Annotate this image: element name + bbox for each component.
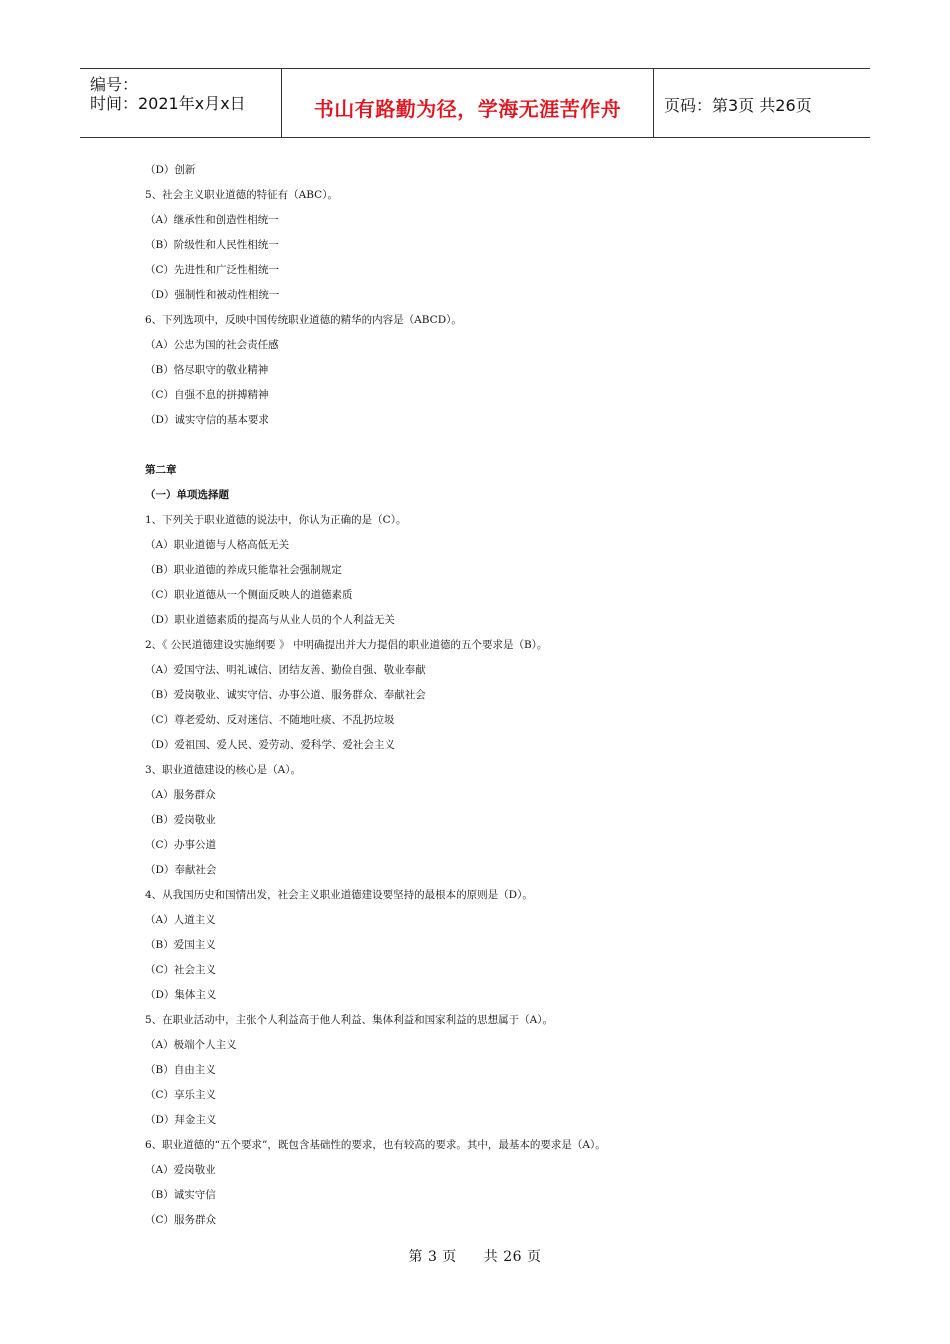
- text-line: （A）公忠为国的社会责任感: [145, 339, 279, 351]
- text-line: 2、《 公民道德建设实施纲要 》 中明确提出并大力提倡的职业道德的五个要求是（B）。: [145, 639, 548, 651]
- document-number-label: 编号：: [90, 75, 139, 94]
- document-time-label: 时间：2021年x月x日: [90, 94, 246, 113]
- text-line: 5、在职业活动中，主张个人利益高于他人利益、集体利益和国家利益的思想属于（A）。: [145, 1014, 554, 1026]
- text-line: （B）爱国主义: [145, 939, 216, 951]
- text-line: （B）诚实守信: [145, 1189, 216, 1201]
- text-line: （A）爱岗敬业: [145, 1164, 216, 1176]
- text-line: （D）集体主义: [145, 989, 217, 1001]
- text-line: （A）极端个人主义: [145, 1039, 237, 1051]
- text-line: （A）人道主义: [145, 914, 216, 926]
- header-info-cell: [80, 69, 282, 137]
- text-line: （C）享乐主义: [145, 1089, 217, 1101]
- text-line: （D）强制性和被动性相统一: [145, 289, 280, 301]
- text-line: （A）爱国守法、明礼诚信、团结友善、勤俭自强、敬业奉献: [145, 664, 426, 676]
- text-line: （A）职业道德与人格高低无关: [145, 539, 290, 551]
- header-page-cell: [654, 69, 870, 137]
- footer-page-number: 第 3 页: [408, 1249, 457, 1265]
- text-line: （A）继承性和创造性相统一: [145, 214, 279, 226]
- text-line: 6、下列选项中，反映中国传统职业道德的精华的内容是（ABCD）。: [145, 314, 462, 326]
- page-footer: [0, 1246, 950, 1266]
- text-line: （D）奉献社会: [145, 864, 217, 876]
- text-line: （A）服务群众: [145, 789, 216, 801]
- text-line: （B）恪尽职守的敬业精神: [145, 364, 269, 376]
- text-line: （B）爱岗敬业、诚实守信、办事公道、服务群众、奉献社会: [145, 689, 426, 701]
- header-page-label: 页码：第3页 共26页: [664, 96, 812, 115]
- text-line: 3、职业道德建设的核心是（A）。: [145, 764, 302, 776]
- section-heading: （一）单项选择题: [145, 489, 229, 501]
- text-line: （B）阶级性和人民性相统一: [145, 239, 279, 251]
- text-line: 1、下列关于职业道德的说法中，你认为正确的是（C）。: [145, 514, 407, 526]
- text-line: （D）职业道德素质的提高与从业人员的个人利益无关: [145, 614, 395, 626]
- text-line: 5、社会主义职业道德的特征有（ABC）。: [145, 189, 338, 201]
- text-line: （C）职业道德从一个侧面反映人的道德素质: [145, 589, 353, 601]
- text-line: （D）拜金主义: [145, 1114, 217, 1126]
- text-line: （C）先进性和广泛性相统一: [145, 264, 280, 276]
- text-line: 4、从我国历史和国情出发，社会主义职业道德建设要坚持的最根本的原则是（D）。: [145, 889, 533, 901]
- text-line: （B）职业道德的养成只能靠社会强制规定: [145, 564, 342, 576]
- section-heading: 第二章: [145, 464, 177, 476]
- text-line: （C）办事公道: [145, 839, 217, 851]
- footer-page-total: 共 26 页: [483, 1249, 542, 1265]
- text-line: （D）爱祖国、爱人民、爱劳动、爱科学、爱社会主义: [145, 739, 395, 751]
- blank-line: [145, 435, 845, 460]
- text-line: （C）服务群众: [145, 1214, 217, 1226]
- text-line: （B）自由主义: [145, 1064, 216, 1076]
- text-line: （C）社会主义: [145, 964, 217, 976]
- text-line: 6、职业道德的“五个要求”，既包含基础性的要求，也有较高的要求。其中，最基本的要求是（A）。: [145, 1139, 606, 1151]
- text-line: （B）爱岗敬业: [145, 814, 216, 826]
- page-header: [80, 68, 870, 138]
- document-body: [145, 160, 845, 1235]
- header-motto: 书山有路勤为径，学海无涯苦作舟: [313, 97, 622, 121]
- text-line: （C）自强不息的拼搏精神: [145, 389, 269, 401]
- text-line: （D）诚实守信的基本要求: [145, 414, 269, 426]
- text-line: （D）创新: [145, 164, 196, 176]
- header-motto-cell: [282, 69, 654, 137]
- text-line: （C）尊老爱幼、反对迷信、不随地吐痰、不乱扔垃圾: [145, 714, 395, 726]
